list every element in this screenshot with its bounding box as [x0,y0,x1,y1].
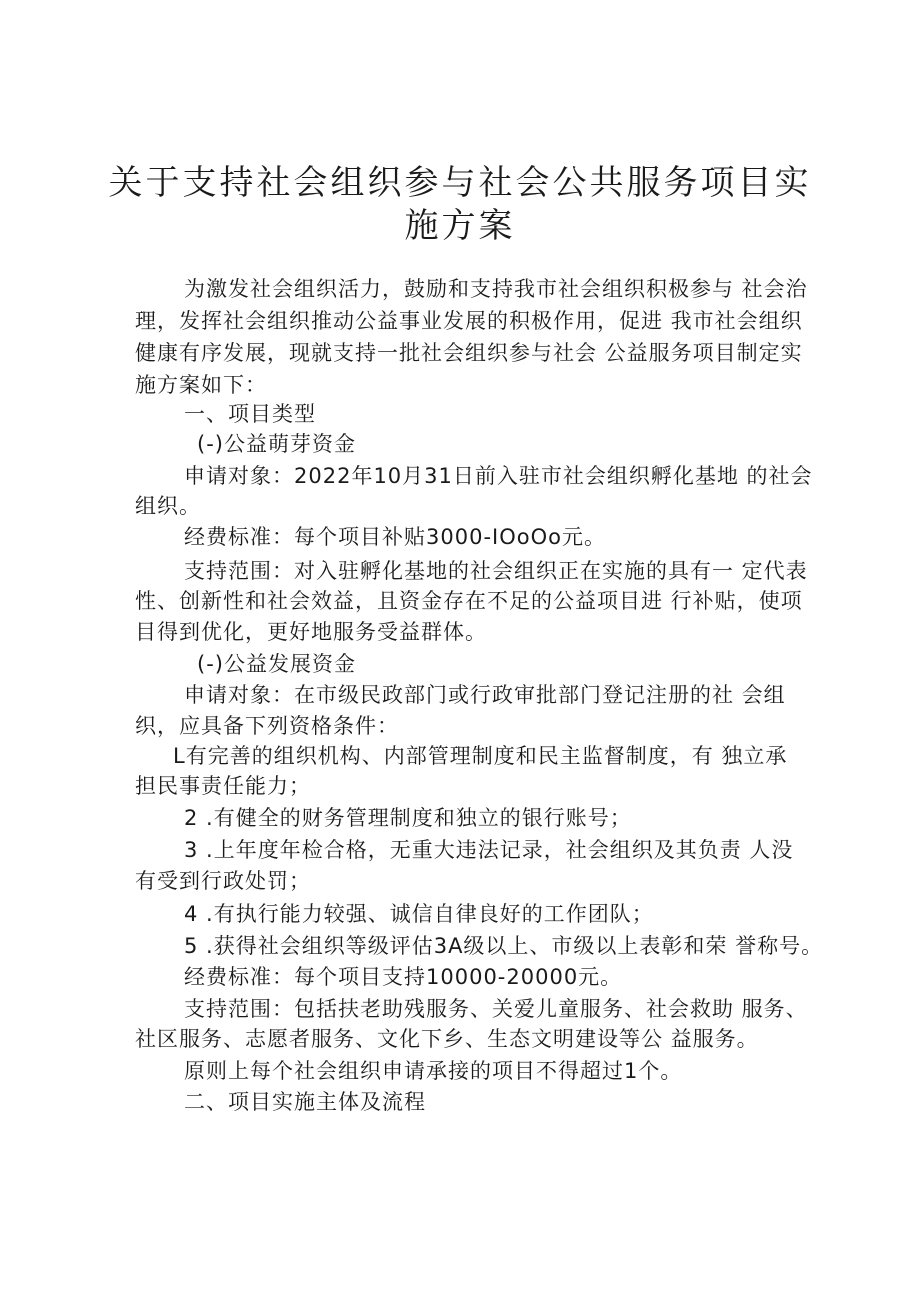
list-item: 5 .获得社会组织等级评估3A级以上、市级以上表彰和荣 誉称号。 [184,934,824,958]
body-line: 支持范围：对入驻孵化基地的社会组织正在实施的具有一 定代表 [184,559,808,583]
section-heading: 一、项目类型 [184,402,316,426]
body-line: 原则上每个社会组织申请承接的项目不得超过1个。 [184,1059,683,1083]
body-line: 申请对象：2022年10月31日前入驻市社会组织孵化基地 的社会 [184,464,813,488]
section-heading: 二、项目实施主体及流程 [184,1090,426,1114]
list-item: 2 .有健全的财务管理制度和独立的银行账号； [184,806,632,830]
body-line: 性、创新性和社会效益，且资金存在不足的公益项目进 行补贴，使项 [135,589,803,613]
body-line: 织，应具备下列资格条件： [135,714,399,738]
list-item: 3 .上年度年检合格，无重大违法记录，社会组织及其负责 人没 [184,838,794,862]
body-line: 申请对象：在市级民政部门或行政审批部门登记注册的社 会组 [184,683,786,707]
list-item: 4 .有执行能力较强、诚信自律良好的工作团队； [184,902,654,926]
body-line: 为激发社会组织活力，鼓励和支持我市社会组织积极参与 社会治 [184,277,808,301]
document-title-line-1: 关于支持社会组织参与社会公共服务项目实 [108,163,812,203]
document-title-line-2: 施方案 [404,206,516,246]
subsection-heading: (-)公益萌芽资金 [197,432,356,456]
body-line: 经费标准：每个项目补贴3000-IOoOo元。 [184,525,606,549]
body-line: 理，发挥社会组织推动公益事业发展的积极作用，促进 我市社会组织 [135,309,803,333]
body-line: 有受到行政处罚； [135,869,311,893]
body-line: 支持范围：包括扶老助残服务、关爱儿童服务、社会救助 服务、 [184,997,808,1021]
body-line: 担民事责任能力； [135,774,311,798]
body-line: 健康有序发展，现就支持一批社会组织参与社会 公益服务项目制定实 [135,341,803,365]
body-line: L有完善的组织机构、内部管理制度和民主监督制度，有 独立承 [173,744,788,768]
body-line: 施方案如下： [135,373,267,397]
body-line: 目得到优化，更好地服务受益群体。 [135,620,487,644]
subsection-heading: (-)公益发展资金 [197,652,356,676]
body-line: 社区服务、志愿者服务、文化下乡、生态文明建设等公 益服务。 [135,1027,759,1051]
body-line: 经费标准：每个项目支持10000-20000元。 [184,965,623,989]
body-line: 组织。 [135,494,201,518]
